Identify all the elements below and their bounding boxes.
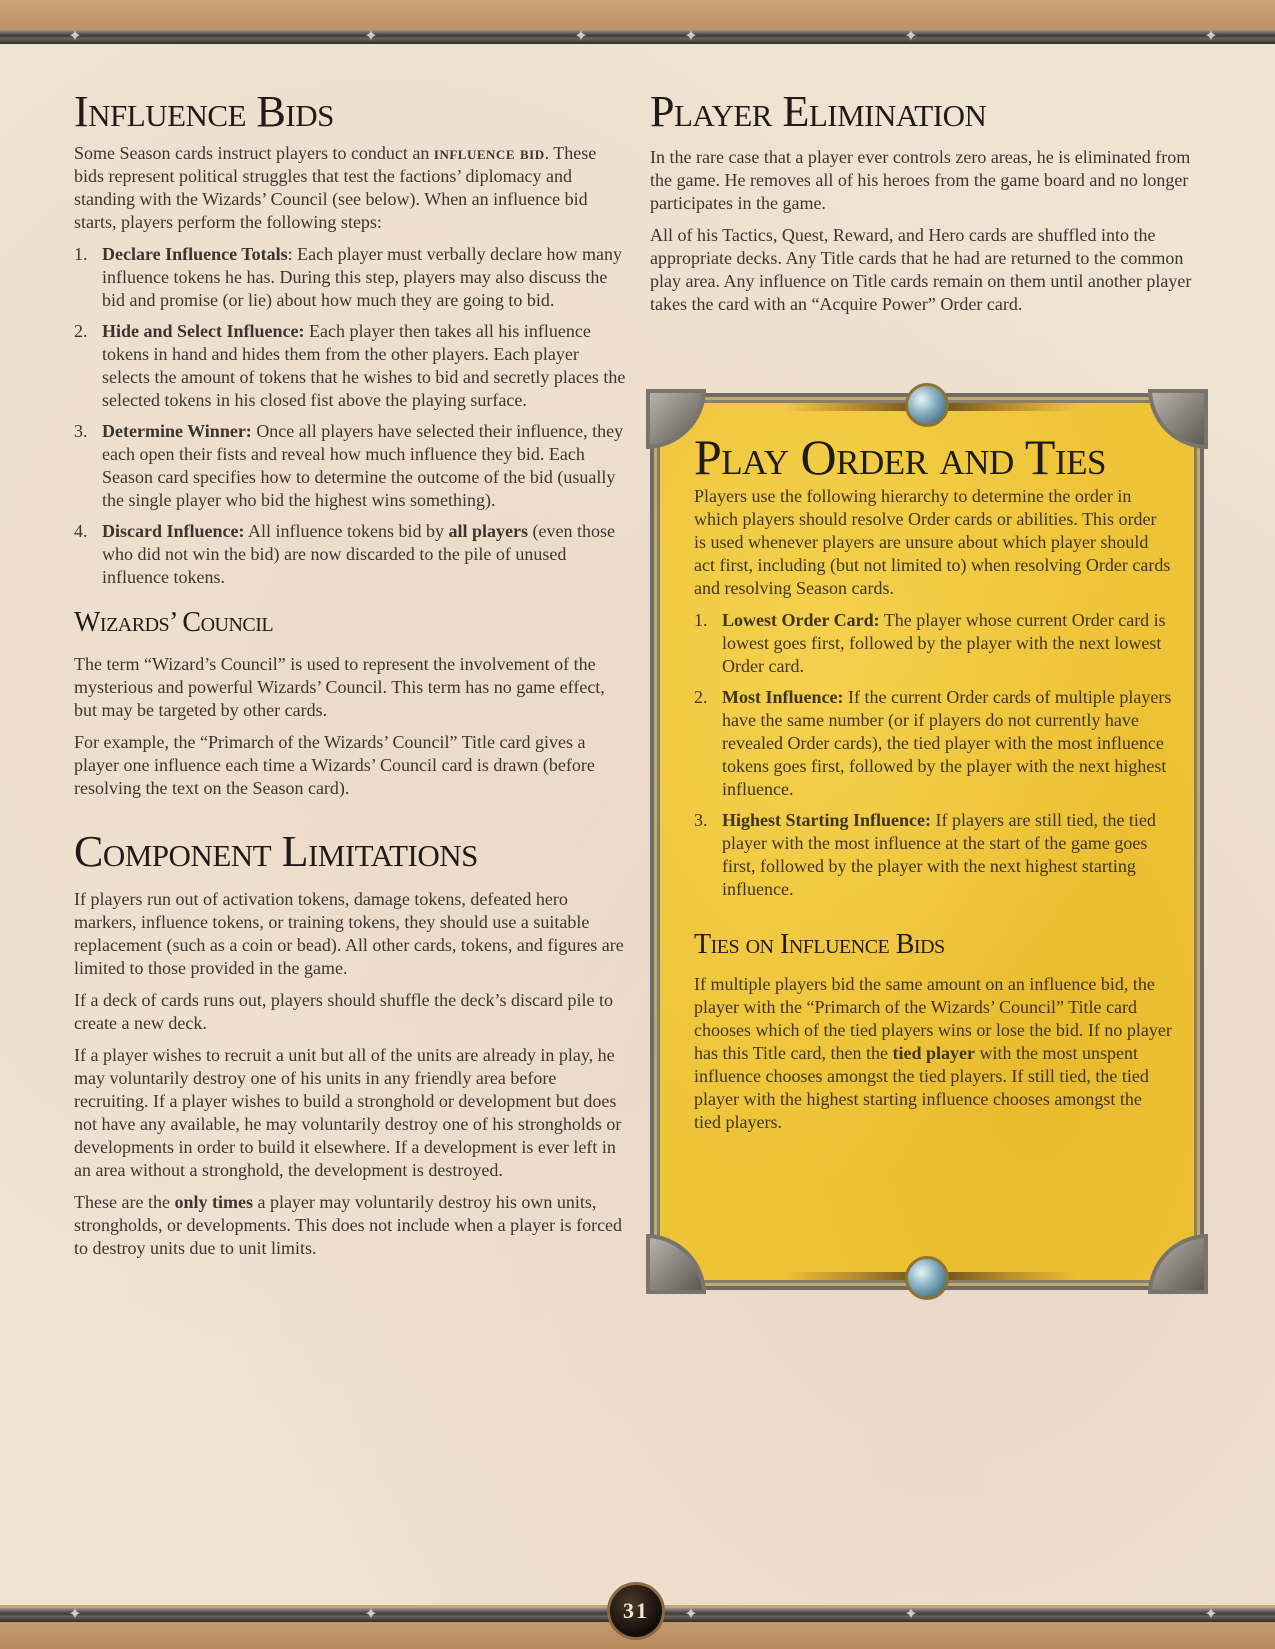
play-order-heading: Play Order and Ties [694,429,1106,485]
ornament-wing [784,403,924,411]
rail-ornament-icon: ✦ [364,28,378,45]
rail-ornament-icon: ✦ [364,1606,378,1623]
rail-ornament-icon: ✦ [68,28,82,45]
player-elimination-p1: In the rare case that a player ever controls zero areas, he is eliminated from the game. He removes all of his heroes from the game board and no longer participates in the game. [650,147,1191,213]
ornament-wing [938,1272,1078,1280]
ties-paragraph: If multiple players bid the same amount on an influence bid, the player with the “Primarch of the Wizards’ Council” Title card chooses which of the tied players wins or lose the bid. If no player has this Title card, then the tied player with the most unspent influence chooses amongst the tied players. If still tied, the tied player with the highest starting influence chooses amongst the tied players. [694,974,1172,1132]
wizards-council-p2: For example, the “Primarch of the Wizards’ Council” Title card gives a player one influence each time a Wizards’ Council card is drawn (before resolving the text on the Season card). [74,732,595,798]
player-elimination-p2: All of his Tactics, Quest, Reward, and Hero cards are shuffled into the appropriate decks. Any Title cards that he had are returned to the common play area. Any influence on Title cards remain on them until another player takes the card with an “Acquire Power” Order card. [650,225,1192,314]
left-column [74,88,626,1269]
player-elimination-heading: Player Elimination [650,87,987,136]
component-limitations-heading: Component Limitations [74,827,478,876]
orb-ornament-icon [905,383,949,427]
list-item: 2. Hide and Select Influence: Each player then takes all his influence tokens in hand and hides them from the other players. Each player selects the amount of tokens that he wishes to bid and secretly places the selected tokens in his closed fist above the playing surface. [74,321,626,410]
rail-ornament-icon: ✦ [1204,28,1218,45]
wizards-council-p1: The term “Wizard’s Council” is used to represent the involvement of the mysterious and powerful Wizards’ Council. This term has no game effect, but may be targeted by other cards. [74,654,605,720]
play-order-steps [694,609,1172,901]
list-item: 4. Discard Influence: All influence tokens bid by all players (even those who did not win the bid) are now discarded to the pile of unused influence tokens. [74,521,615,587]
ornament-wing [784,1272,924,1280]
ties-heading: Ties on Influence Bids [694,929,945,960]
influence-bid-term: influence bid [433,143,545,163]
list-item: 1. Lowest Order Card: The player whose current Order card is lowest goes first, followed by the player with the next lowest Order card. [694,610,1166,676]
top-rail [0,30,1275,44]
sidebar-content [694,429,1172,1143]
right-column [650,88,1202,325]
rail-ornament-icon: ✦ [684,28,698,45]
rail-ornament-icon: ✦ [68,1606,82,1623]
rail-ornament-icon: ✦ [1204,1606,1218,1623]
ornament-wing [938,403,1078,411]
component-limitations-p1: If players run out of activation tokens, damage tokens, defeated hero markers, influence tokens, or training tokens, they should use a suitable replacement (such as a coin or bead). All other cards, tokens, and figures are limited to those provided in the game. [74,889,624,978]
corner-ornament [646,1234,706,1294]
play-order-intro: Players use the following hierarchy to determine the order in which players should resolve Order cards or abilities. This order is used whenever players are unsure about which player should act first, including (but not limited to) when resolving Order cards and resolving Season cards. [694,486,1171,598]
influence-bids-heading: Influence Bids [74,87,334,136]
component-limitations-p3: If a player wishes to recruit a unit but all of the units are already in play, he may voluntarily destroy one of his units in any friendly area before recruiting. If a player wishes to build a stronghold or development but does not have any available, he may voluntarily destroy one of his strongholds or developments in order to build it elsewhere. If a development is ever left in an area without a stronghold, the development is destroyed. [74,1045,622,1180]
list-item: 1. Declare Influence Totals: Each player must verbally declare how many influence tokens he has. During this step, players may also discuss the bid and promise (or lie) about how much they are going to bid. [74,244,623,310]
list-item: 2. Most Influence: If the current Order cards of multiple players have the same number (or if players do not currently have revealed Order cards), the tied player with the most influence tokens goes first, followed by the player with the next highest influence. [694,687,1172,799]
component-limitations-p4: These are the only times a player may voluntarily destroy his own units, strongholds, or developments. This does not include when a player is forced to destroy units due to unit limits. [74,1192,623,1258]
wizards-council-heading: Wizards’ Council [74,607,274,638]
rail-ornament-icon: ✦ [684,1606,698,1623]
rail-ornament-icon: ✦ [904,1606,918,1623]
rail-ornament-icon: ✦ [904,28,918,45]
list-item: 3. Determine Winner: Once all players have selected their influence, they each open their fists and reveal how much influence they bid. Each Season card specifies how to determine the outcome of the bid (usually the single player who bid the highest wins something). [74,421,624,510]
influence-bids-intro: Some Season cards instruct players to conduct an influence bid. These bids represent political struggles that test the factions’ diplomacy and standing with the Wizards’ Council (see below). When an influence bid starts, players perform the following steps: [74,143,597,232]
component-limitations-p2: If a deck of cards runs out, players should shuffle the deck’s discard pile to create a new deck. [74,990,614,1033]
play-order-sidebar [650,393,1204,1290]
page-number: 31 [607,1582,665,1640]
orb-ornament-icon [905,1256,949,1300]
list-item: 3. Highest Starting Influence: If players are still tied, the tied player with the most influence at the start of the game goes first, followed by the player with the next highest starting influence. [694,810,1156,899]
influence-bid-steps [74,243,626,589]
rail-ornament-icon: ✦ [574,28,588,45]
corner-ornament [1148,1234,1208,1294]
